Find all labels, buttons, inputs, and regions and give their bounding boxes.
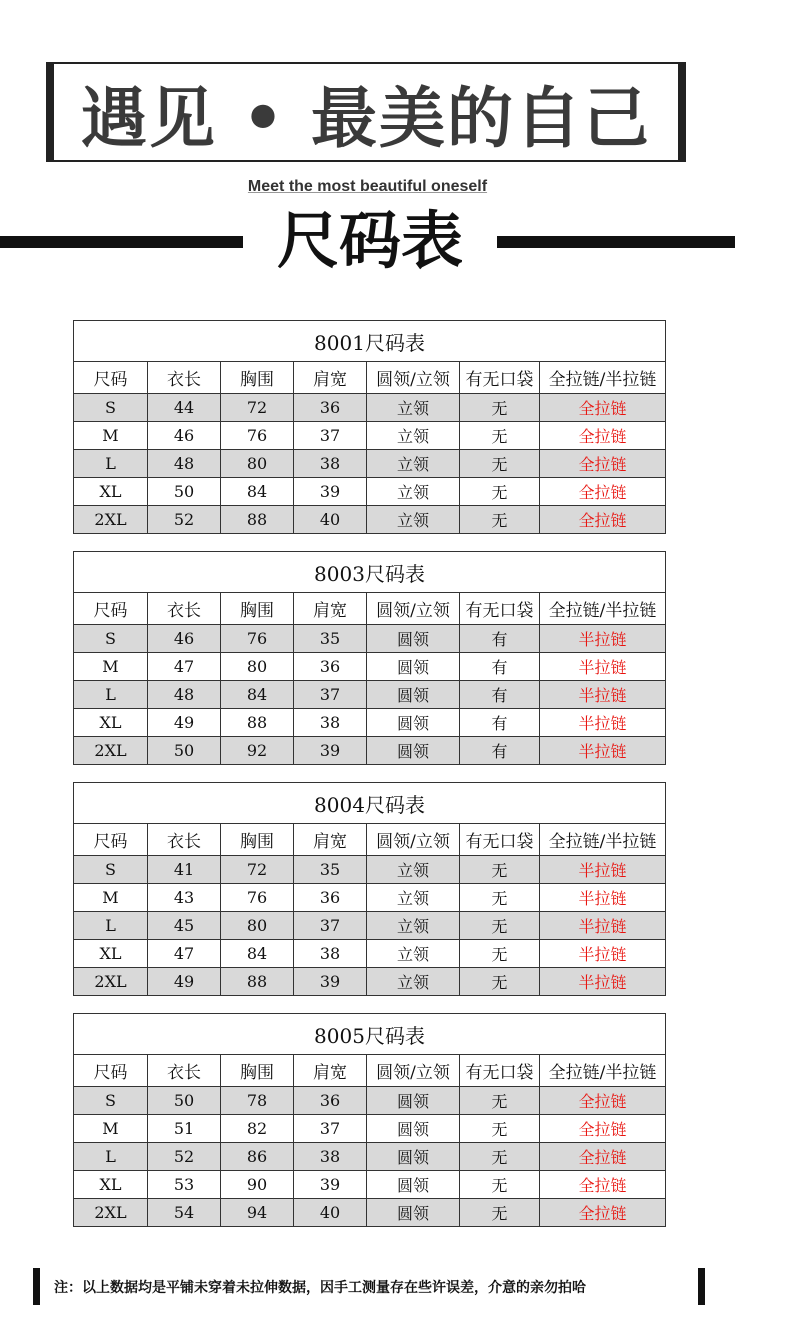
table-cell: 无 bbox=[460, 884, 540, 912]
column-header: 尺码 bbox=[74, 593, 148, 625]
table-row bbox=[74, 394, 666, 422]
table-cell: 无 bbox=[460, 506, 540, 534]
table-cell: XL bbox=[74, 1171, 148, 1199]
table-cell: 立领 bbox=[367, 422, 460, 450]
table-cell: 全拉链 bbox=[540, 1171, 666, 1199]
table-cell: XL bbox=[74, 478, 148, 506]
table-cell: 立领 bbox=[367, 912, 460, 940]
table-cell: 40 bbox=[294, 506, 367, 534]
table-title: 8005尺码表 bbox=[74, 1014, 666, 1055]
table-cell: 半拉链 bbox=[540, 709, 666, 737]
table-cell: S bbox=[74, 394, 148, 422]
table-cell: 72 bbox=[221, 394, 294, 422]
table-cell: 无 bbox=[460, 394, 540, 422]
table-row bbox=[74, 709, 666, 737]
table-cell: 圆领 bbox=[367, 709, 460, 737]
table-cell: M bbox=[74, 884, 148, 912]
table-cell: 37 bbox=[294, 1115, 367, 1143]
table-row bbox=[74, 940, 666, 968]
table-cell: 有 bbox=[460, 709, 540, 737]
table-cell: 86 bbox=[221, 1143, 294, 1171]
table-cell: 半拉链 bbox=[540, 912, 666, 940]
table-cell: 半拉链 bbox=[540, 681, 666, 709]
table-row bbox=[74, 478, 666, 506]
table-cell: 49 bbox=[148, 709, 221, 737]
column-header: 衣长 bbox=[148, 1055, 221, 1087]
table-cell: 88 bbox=[221, 968, 294, 996]
table-cell: S bbox=[74, 856, 148, 884]
column-header: 尺码 bbox=[74, 1055, 148, 1087]
table-cell: S bbox=[74, 625, 148, 653]
table-cell: 40 bbox=[294, 1199, 367, 1227]
column-header: 肩宽 bbox=[294, 593, 367, 625]
header-row bbox=[74, 1055, 666, 1087]
table-cell: 无 bbox=[460, 422, 540, 450]
table-cell: 无 bbox=[460, 1115, 540, 1143]
table-cell: 全拉链 bbox=[540, 394, 666, 422]
table-cell: L bbox=[74, 1143, 148, 1171]
column-header: 胸围 bbox=[221, 824, 294, 856]
table-cell: 72 bbox=[221, 856, 294, 884]
table-row bbox=[74, 450, 666, 478]
table-cell: 88 bbox=[221, 709, 294, 737]
column-header: 有无口袋 bbox=[460, 1055, 540, 1087]
table-cell: 49 bbox=[148, 968, 221, 996]
column-header: 尺码 bbox=[74, 824, 148, 856]
table-cell: XL bbox=[74, 940, 148, 968]
column-header: 胸围 bbox=[221, 362, 294, 394]
table-cell: 半拉链 bbox=[540, 968, 666, 996]
table-cell: 立领 bbox=[367, 968, 460, 996]
table-cell: 半拉链 bbox=[540, 625, 666, 653]
table-cell: 无 bbox=[460, 1087, 540, 1115]
column-header: 尺码 bbox=[74, 362, 148, 394]
table-cell: 50 bbox=[148, 478, 221, 506]
table-cell: 37 bbox=[294, 912, 367, 940]
table-cell: 圆领 bbox=[367, 653, 460, 681]
table-cell: 全拉链 bbox=[540, 478, 666, 506]
table-cell: 立领 bbox=[367, 884, 460, 912]
table-cell: 43 bbox=[148, 884, 221, 912]
table-cell: 有 bbox=[460, 737, 540, 765]
table-cell: 76 bbox=[221, 422, 294, 450]
table-cell: 84 bbox=[221, 681, 294, 709]
table-cell: 39 bbox=[294, 1171, 367, 1199]
table-cell: M bbox=[74, 422, 148, 450]
table-cell: 51 bbox=[148, 1115, 221, 1143]
column-header: 胸围 bbox=[221, 593, 294, 625]
table-cell: 84 bbox=[221, 940, 294, 968]
table-cell: 47 bbox=[148, 940, 221, 968]
column-header: 有无口袋 bbox=[460, 593, 540, 625]
table-cell: 53 bbox=[148, 1171, 221, 1199]
table-cell: 2XL bbox=[74, 737, 148, 765]
table-row bbox=[74, 653, 666, 681]
table-cell: 52 bbox=[148, 1143, 221, 1171]
heading-rule-right bbox=[497, 236, 735, 248]
column-header: 肩宽 bbox=[294, 1055, 367, 1087]
table-cell: 半拉链 bbox=[540, 737, 666, 765]
table-row bbox=[74, 884, 666, 912]
table-cell: 36 bbox=[294, 394, 367, 422]
table-cell: 圆领 bbox=[367, 625, 460, 653]
column-header: 圆领/立领 bbox=[367, 1055, 460, 1087]
column-header: 肩宽 bbox=[294, 362, 367, 394]
table-cell: 立领 bbox=[367, 940, 460, 968]
table-cell: 80 bbox=[221, 912, 294, 940]
table-cell: 全拉链 bbox=[540, 422, 666, 450]
heading-rule-left bbox=[0, 236, 243, 248]
table-cell: 全拉链 bbox=[540, 1087, 666, 1115]
table-row bbox=[74, 422, 666, 450]
table-cell: 36 bbox=[294, 884, 367, 912]
table-cell: 46 bbox=[148, 625, 221, 653]
table-cell: 无 bbox=[460, 856, 540, 884]
table-cell: S bbox=[74, 1087, 148, 1115]
table-cell: 立领 bbox=[367, 506, 460, 534]
size-table bbox=[73, 782, 666, 996]
table-cell: 有 bbox=[460, 625, 540, 653]
table-cell: 立领 bbox=[367, 394, 460, 422]
table-cell: 2XL bbox=[74, 968, 148, 996]
table-cell: 立领 bbox=[367, 450, 460, 478]
table-cell: 41 bbox=[148, 856, 221, 884]
table-cell: 80 bbox=[221, 450, 294, 478]
table-row bbox=[74, 968, 666, 996]
table-cell: L bbox=[74, 450, 148, 478]
table-cell: M bbox=[74, 653, 148, 681]
table-cell: 88 bbox=[221, 506, 294, 534]
slogan-text: 遇见 • 最美的自己 bbox=[80, 79, 652, 157]
column-header: 有无口袋 bbox=[460, 362, 540, 394]
column-header: 全拉链/半拉链 bbox=[540, 1055, 666, 1087]
column-header: 胸围 bbox=[221, 1055, 294, 1087]
column-header: 全拉链/半拉链 bbox=[540, 824, 666, 856]
table-cell: 半拉链 bbox=[540, 884, 666, 912]
size-table bbox=[73, 1013, 666, 1227]
table-cell: 37 bbox=[294, 422, 367, 450]
table-cell: 39 bbox=[294, 737, 367, 765]
column-header: 全拉链/半拉链 bbox=[540, 362, 666, 394]
slogan-subtitle: Meet the most beautiful oneself bbox=[247, 178, 488, 195]
table-cell: XL bbox=[74, 709, 148, 737]
table-cell: 76 bbox=[221, 884, 294, 912]
table-cell: 全拉链 bbox=[540, 1143, 666, 1171]
table-cell: 47 bbox=[148, 653, 221, 681]
table-cell: 48 bbox=[148, 450, 221, 478]
table-cell: 52 bbox=[148, 506, 221, 534]
table-cell: 82 bbox=[221, 1115, 294, 1143]
table-cell: 无 bbox=[460, 968, 540, 996]
table-row bbox=[74, 737, 666, 765]
table-cell: 有 bbox=[460, 681, 540, 709]
header-row bbox=[74, 593, 666, 625]
table-cell: 无 bbox=[460, 912, 540, 940]
table-row bbox=[74, 912, 666, 940]
table-row bbox=[74, 681, 666, 709]
table-cell: 圆领 bbox=[367, 681, 460, 709]
table-cell: 37 bbox=[294, 681, 367, 709]
column-header: 圆领/立领 bbox=[367, 824, 460, 856]
column-header: 有无口袋 bbox=[460, 824, 540, 856]
column-header: 衣长 bbox=[148, 824, 221, 856]
table-cell: 半拉链 bbox=[540, 856, 666, 884]
table-cell: 全拉链 bbox=[540, 450, 666, 478]
table-cell: 84 bbox=[221, 478, 294, 506]
table-cell: 2XL bbox=[74, 1199, 148, 1227]
column-header: 肩宽 bbox=[294, 824, 367, 856]
table-cell: 78 bbox=[221, 1087, 294, 1115]
table-cell: 45 bbox=[148, 912, 221, 940]
column-header: 全拉链/半拉链 bbox=[540, 593, 666, 625]
table-cell: 有 bbox=[460, 653, 540, 681]
table-cell: 圆领 bbox=[367, 1115, 460, 1143]
table-cell: 全拉链 bbox=[540, 1199, 666, 1227]
size-table bbox=[73, 320, 666, 534]
table-cell: 50 bbox=[148, 737, 221, 765]
table-cell: 92 bbox=[221, 737, 294, 765]
table-cell: 半拉链 bbox=[540, 653, 666, 681]
column-header: 圆领/立领 bbox=[367, 593, 460, 625]
table-cell: 无 bbox=[460, 1143, 540, 1171]
table-cell: 全拉链 bbox=[540, 506, 666, 534]
table-cell: 无 bbox=[460, 478, 540, 506]
table-cell: 圆领 bbox=[367, 737, 460, 765]
table-cell: 48 bbox=[148, 681, 221, 709]
table-cell: 立领 bbox=[367, 478, 460, 506]
table-row bbox=[74, 1115, 666, 1143]
table-cell: 36 bbox=[294, 653, 367, 681]
table-cell: 半拉链 bbox=[540, 940, 666, 968]
table-cell: 无 bbox=[460, 940, 540, 968]
size-chart-heading bbox=[0, 206, 790, 276]
table-cell: 圆领 bbox=[367, 1143, 460, 1171]
table-row bbox=[74, 1143, 666, 1171]
table-cell: 全拉链 bbox=[540, 1115, 666, 1143]
table-cell: L bbox=[74, 912, 148, 940]
table-cell: L bbox=[74, 681, 148, 709]
column-header: 衣长 bbox=[148, 362, 221, 394]
slogan-banner bbox=[46, 62, 686, 162]
table-row bbox=[74, 1199, 666, 1227]
table-cell: 38 bbox=[294, 709, 367, 737]
table-cell: 80 bbox=[221, 653, 294, 681]
table-cell: 94 bbox=[221, 1199, 294, 1227]
table-row bbox=[74, 625, 666, 653]
table-cell: 76 bbox=[221, 625, 294, 653]
table-cell: 圆领 bbox=[367, 1199, 460, 1227]
table-cell: M bbox=[74, 1115, 148, 1143]
column-header: 衣长 bbox=[148, 593, 221, 625]
table-cell: 2XL bbox=[74, 506, 148, 534]
table-cell: 无 bbox=[460, 1171, 540, 1199]
header-row bbox=[74, 362, 666, 394]
table-cell: 50 bbox=[148, 1087, 221, 1115]
table-cell: 39 bbox=[294, 478, 367, 506]
table-row bbox=[74, 856, 666, 884]
size-table bbox=[73, 551, 666, 765]
table-cell: 44 bbox=[148, 394, 221, 422]
table-cell: 54 bbox=[148, 1199, 221, 1227]
table-row bbox=[74, 506, 666, 534]
table-cell: 35 bbox=[294, 625, 367, 653]
table-title: 8001尺码表 bbox=[74, 321, 666, 362]
table-title: 8004尺码表 bbox=[74, 783, 666, 824]
table-cell: 38 bbox=[294, 450, 367, 478]
table-cell: 35 bbox=[294, 856, 367, 884]
table-row bbox=[74, 1087, 666, 1115]
table-cell: 90 bbox=[221, 1171, 294, 1199]
table-cell: 38 bbox=[294, 1143, 367, 1171]
page-title: 尺码表 bbox=[276, 204, 463, 277]
table-cell: 立领 bbox=[367, 856, 460, 884]
footer-note: 注：以上数据均是平铺未穿着未拉伸数据，因手工测量存在些许误差，介意的亲勿拍哈 bbox=[33, 1268, 705, 1305]
table-cell: 46 bbox=[148, 422, 221, 450]
table-cell: 36 bbox=[294, 1087, 367, 1115]
table-cell: 39 bbox=[294, 968, 367, 996]
table-cell: 38 bbox=[294, 940, 367, 968]
table-cell: 无 bbox=[460, 450, 540, 478]
header-row bbox=[74, 824, 666, 856]
table-row bbox=[74, 1171, 666, 1199]
table-cell: 圆领 bbox=[367, 1087, 460, 1115]
table-title: 8003尺码表 bbox=[74, 552, 666, 593]
table-cell: 无 bbox=[460, 1199, 540, 1227]
table-cell: 圆领 bbox=[367, 1171, 460, 1199]
column-header: 圆领/立领 bbox=[367, 362, 460, 394]
